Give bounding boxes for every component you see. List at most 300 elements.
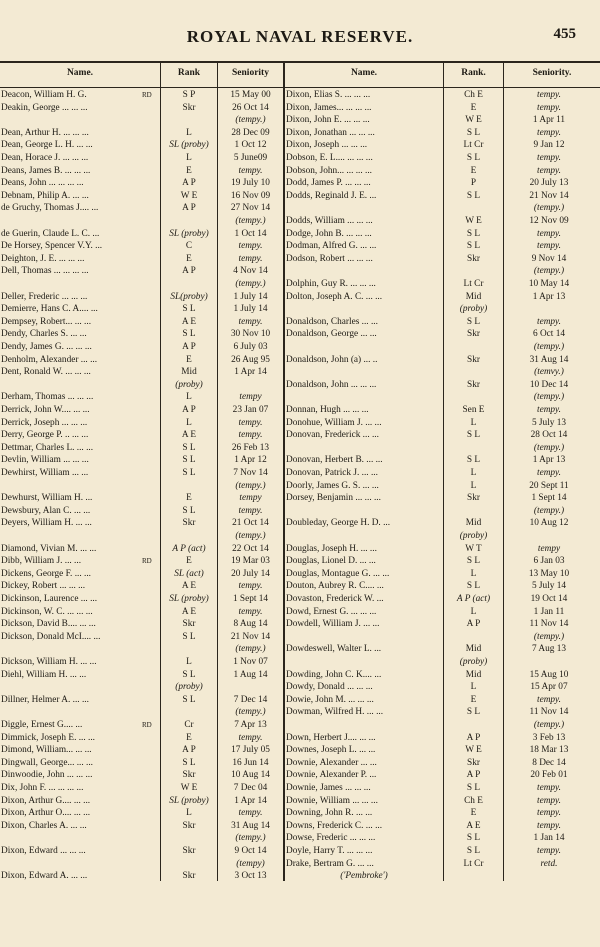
entry-name: Dodge, John B. ... ... ...: [286, 228, 372, 239]
entry-rank: S L: [466, 833, 481, 844]
entry-seniority: 10 Aug 14: [231, 770, 270, 781]
entry-rank: S L: [466, 316, 481, 327]
table-row: [0, 90, 283, 101]
entry-name: Dolton, Joseph A. C. ... ...: [286, 291, 383, 302]
entry-seniority: tempy.: [238, 417, 263, 428]
entry-name-cell: [286, 808, 442, 819]
entry-seniority: 3 Oct 13: [234, 871, 267, 882]
entry-rank: (proby): [459, 531, 488, 541]
table-row: [0, 607, 283, 618]
entry-seniority: 17 July 05: [231, 745, 270, 756]
table-row: [285, 342, 600, 353]
table-row: [285, 720, 600, 731]
entry-seniority: 1 Sept 14: [531, 493, 567, 504]
table-row: [0, 632, 283, 643]
entry-name-cell: [1, 178, 141, 189]
entry-seniority: (tempy.): [235, 216, 266, 226]
entry-rank: A E: [181, 581, 197, 592]
table-row: [0, 203, 283, 214]
entry-name-cell: [286, 821, 442, 832]
entry-name: Dendy, Charles S. ... ...: [1, 329, 87, 340]
table-row: [285, 367, 600, 378]
entry-rank: E: [470, 165, 477, 176]
table-row: [285, 594, 600, 605]
entry-rank: S L: [466, 581, 481, 592]
entry-seniority: (tempy.): [533, 203, 565, 214]
entry-name-cell: [286, 140, 442, 151]
table-row: [285, 518, 600, 529]
entry-rank: Lt Cr: [463, 858, 484, 869]
entry-rank: (proby): [175, 682, 203, 693]
entry-rank: Mid: [465, 644, 482, 655]
entry-name-cell: [1, 518, 141, 529]
entry-seniority: 15 Apr 07: [530, 682, 568, 693]
entry-rank: L: [470, 417, 477, 428]
table-row: [0, 392, 283, 403]
entry-rank: L: [186, 808, 192, 819]
table-row: [285, 455, 600, 466]
entry-name: Dowding, John C. K.... ...: [286, 669, 382, 680]
table-row: [285, 115, 600, 126]
entry-name: Dendy, James G. ... ... ...: [1, 342, 92, 352]
entry-name: Donaldson, George ... ...: [286, 329, 377, 340]
entry-rank: Mid: [465, 518, 482, 529]
entry-name: Dowdy, Donald ... ... ...: [286, 682, 373, 693]
table-row: [285, 783, 600, 794]
entry-name-cell: [1, 367, 141, 378]
entry-rank: S L: [466, 241, 481, 252]
entry-rank: Skr: [182, 820, 196, 831]
table-row: [0, 153, 283, 164]
entry-name-cell: [286, 229, 442, 240]
entry-rank: L: [470, 606, 477, 617]
table-row: [285, 695, 600, 706]
entry-seniority: 8 Dec 14: [532, 757, 566, 768]
entry-rank: P: [470, 178, 477, 189]
table-row: [0, 468, 283, 479]
entry-name-cell: [286, 871, 442, 882]
entry-rank: L: [186, 127, 192, 138]
table-row: [0, 229, 283, 240]
entry-seniority: 15 May 00: [230, 90, 271, 100]
table-row: [0, 808, 283, 819]
entry-seniority: 21 Nov 14: [529, 190, 569, 201]
entry-rank: S L: [466, 153, 481, 163]
entry-name: Dodman, Alfred G. ... ...: [286, 241, 377, 252]
entry-name: Downie, James ... ... ...: [286, 783, 371, 793]
entry-seniority: tempy.: [536, 783, 561, 793]
entry-rank: S L: [466, 127, 481, 138]
entry-seniority: 26 Aug 95: [231, 354, 270, 365]
table-row: [0, 128, 283, 139]
table-row: [0, 783, 283, 794]
entry-name: Deans, James B. ... ... ...: [1, 165, 91, 176]
entry-rank: W E: [465, 216, 482, 226]
entry-name: Deacon, William H. G.: [1, 90, 87, 100]
entry-rank: S L: [466, 430, 481, 441]
entry-name-cell: [286, 241, 442, 252]
entry-name-cell: [286, 670, 442, 681]
table-row: [0, 506, 283, 517]
entry-name-cell: [286, 556, 442, 567]
entry-name-cell: [1, 128, 141, 139]
entry-name-cell: [1, 140, 141, 151]
entry-name: Diamond, Vivian M. ... ...: [1, 543, 97, 554]
entry-name-cell: [286, 833, 442, 844]
entry-rank: (proby): [459, 304, 488, 315]
entry-rank: S L: [466, 846, 481, 856]
entry-seniority: 10 May 14: [528, 279, 570, 289]
entry-name-cell: [286, 733, 442, 744]
table-row: [285, 266, 600, 277]
entry-name-cell: [286, 254, 442, 265]
entry-rank: Ch E: [464, 795, 483, 806]
entry-rank: Mid: [465, 291, 482, 302]
entry-rank: S L: [466, 707, 481, 718]
table-row: [285, 859, 600, 870]
entry-seniority: 1 July 14: [233, 304, 268, 315]
entry-name: Dickson, Donald McI.... ...: [1, 631, 101, 642]
table-row: [285, 758, 600, 769]
entry-name: Dimmick, Joseph E. ... ...: [1, 732, 95, 743]
entry-name-cell: [286, 405, 442, 416]
entry-name-cell: [286, 619, 442, 630]
entry-rank: E: [186, 165, 192, 176]
entry-rank: (proby): [459, 657, 488, 667]
entry-seniority: 4 Nov 14: [233, 266, 268, 277]
entry-name-cell: [1, 103, 141, 114]
entry-seniority: tempy.: [238, 165, 263, 176]
entry-name: Dickey, Robert ... ... ...: [1, 581, 86, 592]
entry-name: Dickson, William H. ... ...: [1, 657, 97, 667]
entry-name: Dowdeswell, Walter L. ...: [286, 644, 382, 655]
entry-seniority: 10 Dec 14: [529, 379, 569, 390]
entry-seniority: tempy.: [536, 241, 561, 252]
table-row: [285, 279, 600, 290]
table-row: [285, 405, 600, 416]
entry-rank: S L: [182, 455, 196, 466]
entry-name-cell: [286, 468, 442, 479]
entry-seniority: 9 Nov 14: [531, 253, 567, 264]
table-row: [285, 430, 600, 441]
entry-name: Donohue, William J. ... ...: [286, 417, 382, 428]
entry-name-cell: [286, 90, 442, 101]
entry-name-cell: [1, 203, 141, 214]
entry-seniority: 27 Nov 14: [230, 203, 271, 214]
table-row: [0, 657, 283, 668]
table-row: [0, 266, 283, 277]
table-row: [0, 695, 283, 706]
entry-seniority: 28 Oct 14: [530, 430, 568, 441]
entry-rank: S L: [182, 505, 196, 516]
entry-rank: Skr: [182, 102, 196, 113]
entry-name-cell: [286, 594, 442, 605]
entry-rank: S P: [182, 90, 196, 100]
table-row: [285, 531, 600, 542]
entry-name-cell: [286, 292, 442, 303]
entry-seniority: 11 Nov 14: [529, 619, 569, 630]
entry-name-cell: [1, 796, 141, 807]
entry-rank: Skr: [182, 619, 196, 630]
entry-seniority: 31 Aug 14: [529, 354, 569, 365]
entry-rank: A E: [181, 316, 197, 327]
entry-seniority: (tempy.): [235, 279, 266, 289]
entry-seniority: tempy: [239, 392, 262, 403]
entry-rank: S L: [182, 631, 196, 642]
entry-seniority: 11 Nov 14: [529, 707, 569, 718]
table-row: [285, 493, 600, 504]
entry-name: Deller, Frederic ... ... ...: [1, 291, 88, 302]
entry-name: Downing, John R. ... ...: [286, 808, 373, 819]
entry-seniority: 1 Oct 14: [234, 228, 267, 239]
entry-seniority: 5 June09: [233, 153, 268, 163]
entry-rank: SL(proby): [170, 291, 208, 302]
header-rank: Rank: [177, 68, 201, 78]
table-row: [0, 745, 283, 756]
table-row: [0, 770, 283, 781]
table-top-rule: [0, 61, 600, 63]
entry-name: Downie, Alexander ... ...: [286, 757, 377, 768]
entry-seniority: tempy: [537, 543, 561, 554]
table-row: [0, 166, 283, 177]
entry-name-cell: [1, 670, 141, 681]
table-row: [285, 241, 600, 252]
entry-rank: W E: [180, 783, 198, 793]
entry-seniority: (tempy.): [533, 392, 565, 403]
entry-seniority: (tempy.): [533, 442, 565, 453]
entry-name-cell: [1, 468, 141, 479]
entry-seniority: 20 July 13: [529, 178, 569, 189]
table-row: [285, 770, 600, 781]
entry-seniority: (tempy.): [533, 266, 565, 277]
entry-name-cell: [1, 191, 141, 202]
entry-name: Donaldson, Charles ... ...: [286, 316, 378, 327]
entry-rank: (proby): [175, 379, 203, 390]
table-row: [0, 304, 283, 315]
entry-seniority: tempy.: [238, 316, 263, 327]
table-row: [285, 90, 600, 101]
entry-seniority: 18 Mar 13: [529, 745, 569, 756]
table-row: [0, 241, 283, 252]
entry-rank: A P (act): [172, 543, 206, 554]
entry-name: Dean, George L. H. ... ...: [1, 140, 93, 151]
entry-name: Doubleday, George H. D. ...: [286, 518, 391, 529]
table-row: [285, 556, 600, 567]
entry-name: Downes, Joseph L. ... ...: [286, 745, 376, 756]
table-row: [0, 707, 283, 718]
entry-name-cell: [1, 418, 141, 429]
table-row: [285, 670, 600, 681]
entry-name-cell: [286, 380, 442, 391]
table-row: [0, 846, 283, 857]
entry-name: Dixon, John E. ... ... ...: [286, 115, 370, 126]
table-row: [285, 468, 600, 479]
entry-seniority: 8 Aug 14: [233, 619, 268, 630]
entry-name-cell: [1, 657, 141, 668]
entry-name: Dixon, Arthur G.... ... ...: [1, 795, 91, 806]
entry-rank: A P: [182, 405, 196, 415]
entry-seniority: tempy.: [536, 102, 561, 113]
table-row: [285, 506, 600, 517]
entry-name-cell: [1, 569, 141, 580]
entry-name-cell: [286, 859, 442, 870]
table-row: [285, 569, 600, 580]
entry-seniority: 6 Jan 03: [533, 556, 565, 567]
entry-name: Dowd, Ernest G. ... ... ...: [286, 606, 377, 617]
entry-seniority: 1 Apr 13: [532, 455, 566, 466]
entry-name: Dodds, Reginald J. E. ...: [286, 190, 377, 201]
table-row: [0, 518, 283, 529]
entry-rank: Skr: [467, 379, 480, 390]
entry-name-cell: [286, 644, 442, 655]
table-row: [0, 821, 283, 832]
entry-name-cell: [1, 506, 141, 517]
entry-rank: L: [186, 657, 192, 667]
entry-rank: A P: [466, 619, 481, 630]
entry-name-cell: [1, 430, 141, 441]
entry-name: Dibb, William J. ... ...: [1, 556, 82, 567]
entry-name: De Horsey, Spencer V.Y. ...: [1, 241, 103, 252]
entry-name-cell: [1, 594, 141, 605]
entry-name: Donovan, Frederick ... ...: [286, 430, 379, 441]
entry-rank: A E: [466, 820, 481, 831]
entry-seniority: 16 Jun 14: [232, 757, 269, 768]
entry-rank: A P: [466, 770, 481, 781]
entry-seniority: 1 Aug 14: [233, 669, 268, 680]
entry-name-cell: [1, 254, 141, 265]
entry-rank: E: [470, 102, 477, 113]
entry-name: Deyers, William H. ... ...: [1, 518, 92, 529]
table-row: [285, 607, 600, 618]
table-row: [285, 544, 600, 555]
entry-name: Dettmar, Charles L. ... ...: [1, 442, 94, 453]
entry-seniority: tempy.: [238, 606, 263, 617]
entry-name-cell: [1, 405, 141, 416]
entry-rank: SL (proby): [169, 594, 209, 604]
entry-name-cell: [1, 342, 141, 353]
entry-rank: Lt Cr: [463, 279, 484, 289]
entry-seniority: tempy.: [238, 732, 263, 743]
entry-name: Dewhirst, William ... ...: [1, 468, 89, 478]
decoration-suffix: RD: [142, 91, 152, 99]
table-row: [0, 191, 283, 202]
entry-seniority: 28 Dec 09: [231, 127, 270, 138]
table-row: [285, 821, 600, 832]
entry-name: Dent, Ronald W. ... ... ...: [1, 367, 91, 378]
entry-rank: Lt Cr: [463, 140, 484, 151]
entry-rank: Skr: [467, 354, 480, 365]
entry-rank: A P: [182, 266, 196, 277]
entry-seniority: 26 Feb 13: [231, 442, 270, 453]
entry-seniority: 20 July 14: [231, 568, 270, 579]
table-row: [0, 443, 283, 454]
table-row: [0, 329, 283, 340]
entry-name-cell: [1, 317, 141, 328]
table-row: [285, 443, 600, 454]
entry-name: Dolphin, Guy R. ... ... ...: [286, 279, 376, 289]
entry-name-cell: [1, 720, 141, 731]
table-row: [0, 405, 283, 416]
table-row: [0, 581, 283, 592]
entry-seniority: tempy.: [536, 153, 561, 163]
entry-name-cell: [286, 103, 442, 114]
entry-name: Dewsbury, Alan C. ... ...: [1, 505, 91, 516]
entry-seniority: tempy.: [536, 316, 561, 327]
table-row: [0, 796, 283, 807]
entry-name-cell: [286, 607, 442, 618]
entry-name: Dixon, Elias S. ... ... ...: [286, 90, 371, 100]
entry-name: Dean, Arthur H. ... ... ...: [1, 127, 89, 138]
table-row: [285, 632, 600, 643]
entry-name-cell: [286, 178, 442, 189]
entry-name: Douglas, Lionel D. ... ...: [286, 556, 376, 567]
entry-name: Dorsey, Benjamin ... ... ...: [286, 493, 381, 504]
entry-seniority: 1 Apr 11: [532, 115, 566, 126]
entry-seniority: tempy.: [238, 430, 263, 441]
entry-seniority: 19 Mar 03: [231, 556, 270, 567]
entry-seniority: 20 Feb 01: [530, 770, 568, 781]
entry-name-cell: [286, 279, 442, 290]
entry-seniority: (tempy.): [235, 531, 266, 541]
entry-name-cell: [1, 695, 141, 706]
entry-seniority: tempy.: [536, 90, 561, 100]
entry-name-cell: [286, 430, 442, 441]
entry-name-cell: [286, 355, 442, 366]
entry-rank: L: [186, 153, 192, 163]
entry-name: Denholm, Alexander ... ...: [1, 354, 98, 365]
entry-name-cell: [1, 846, 141, 857]
entry-name: Donovan, Patrick J. ... ...: [286, 468, 378, 478]
table-row: [0, 644, 283, 655]
entry-rank: Mid: [465, 669, 482, 680]
entry-rank: A P: [182, 203, 196, 214]
entry-seniority: 7 Dec 14: [233, 694, 268, 705]
table-row: [285, 808, 600, 819]
entry-rank: S L: [182, 329, 196, 340]
entry-name-cell: [286, 745, 442, 756]
table-row: [0, 531, 283, 542]
table-row: [0, 833, 283, 844]
entry-seniority: 1 Apr 13: [532, 291, 566, 302]
entry-seniority: 20 Sept 11: [529, 480, 569, 491]
entry-name: ('Pembroke'): [340, 871, 388, 882]
entry-name: Dinwoodie, John ... ... ...: [1, 770, 93, 781]
table-row: [285, 644, 600, 655]
entry-name-cell: [1, 619, 141, 630]
entry-name-cell: [1, 581, 141, 592]
entry-name-cell: [286, 581, 442, 592]
entry-rank: SL (proby): [169, 228, 209, 239]
entry-name-cell: [1, 355, 141, 366]
entry-rank: E: [186, 556, 192, 567]
table-row: [285, 128, 600, 139]
table-row: [0, 216, 283, 227]
entry-name-cell: [286, 682, 442, 693]
entry-seniority: 10 Aug 12: [529, 518, 569, 529]
entry-rank: SL (proby): [169, 140, 209, 151]
entry-name: Derham, Thomas ... ... ...: [1, 392, 94, 403]
entry-rank: E: [186, 253, 192, 264]
table-row: [0, 733, 283, 744]
table-row: [285, 833, 600, 844]
entry-rank: SL (proby): [169, 795, 209, 806]
entry-rank: S L: [466, 190, 481, 201]
entry-rank: S L: [182, 694, 196, 705]
table-row: [0, 569, 283, 580]
entry-name: Dowse, Frederic ... ... ...: [286, 833, 376, 844]
entry-name: Dickson, David B.... ... ...: [1, 619, 96, 630]
header-rank-right: Rank.: [461, 68, 486, 78]
